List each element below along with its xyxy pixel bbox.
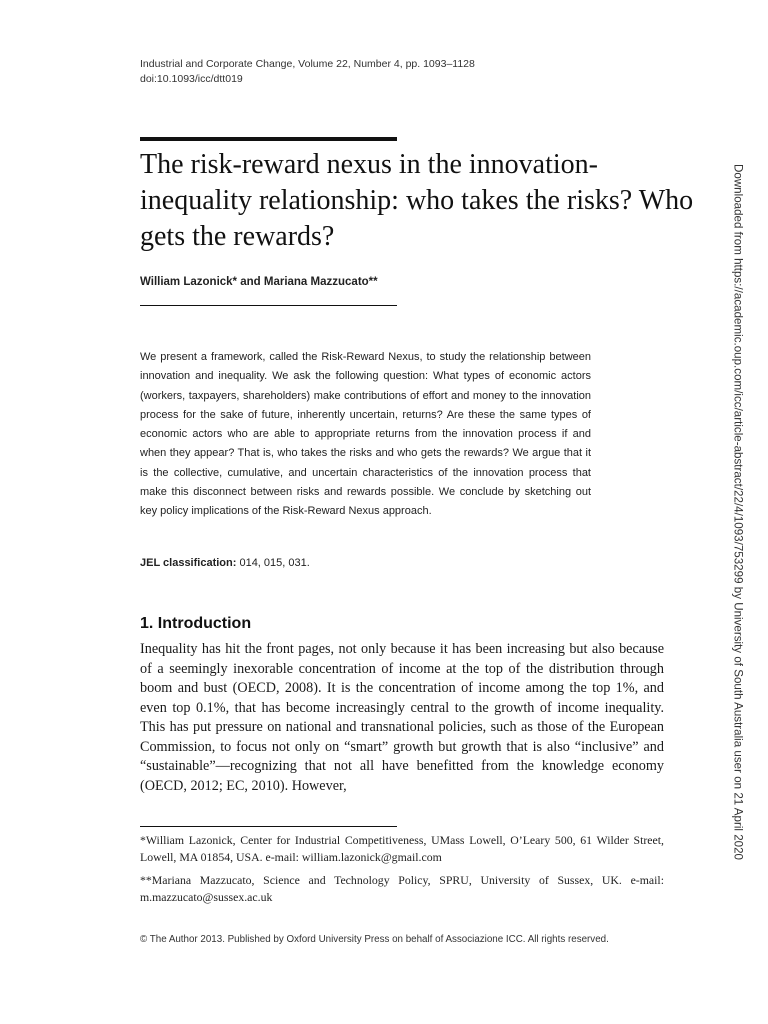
jel-codes: 014, 015, 031. bbox=[239, 557, 310, 569]
download-watermark: Downloaded from https://academic.oup.com/icc/article-abstract/22/4/1093/753299 by University of South Australia user on 21 April 2020 bbox=[731, 163, 745, 861]
jel-label: JEL classification: bbox=[140, 557, 237, 569]
introduction-body: Inequality has hit the front pages, not only because it has been increasing but also because of a seemingly inexorable concentration of income at the top of the distribution through boom and bust (OECD, 2008). It is the concentration of income among the top 1%, and even top 0.1%, that has become increasingly central to the growth of income inequality. This has put pressure on national and transnational policies, such as those of the European Commission, to focus not only on “smart” growth but growth that is also “inclusive” and “sustainable”—recognizing that not all have benefitted from the knowledge economy (OECD, 2012; EC, 2010). However, bbox=[140, 641, 664, 794]
journal-header bbox=[140, 57, 475, 87]
jel-classification bbox=[140, 557, 310, 569]
author-list: William Lazonick* and Mariana Mazzucato** bbox=[140, 276, 378, 288]
paper-title: The risk-reward nexus in the innovation-inequality relationship: who takes the risks? Who gets the rewards? bbox=[140, 149, 694, 252]
journal-citation: Industrial and Corporate Change, Volume 22, Number 4, pp. 1093–1128 bbox=[140, 58, 475, 70]
title-rule bbox=[140, 137, 397, 141]
author-rule bbox=[140, 305, 397, 306]
copyright-notice: © The Author 2013. Published by Oxford University Press on behalf of Associazione ICC. All rights reserved. bbox=[140, 934, 609, 945]
abstract: We present a framework, called the Risk-Reward Nexus, to study the relationship between innovation and inequality. We ask the following question: What types of economic actors (workers, taxpayers, shareholders) make contributions of effort and money to the innovation process for the sake of future, inherently uncertain, returns? Are these the same types of economic actors who are able to appropriate returns from the innovation process if and when they appear? That is, who takes the risks and who gets the rewards? We argue that it is the collective, cumulative, and uncertain characteristics of the innovation process that make this disconnect between risks and rewards possible. We conclude by sketching out key policy implications of the Risk-Reward Nexus approach. bbox=[140, 351, 591, 518]
footnote-rule bbox=[140, 826, 397, 827]
section-heading-introduction: 1. Introduction bbox=[140, 615, 252, 632]
doi-link[interactable]: doi:10.1093/icc/dtt019 bbox=[140, 73, 243, 85]
footnote-mazzucato: **Mariana Mazzucato, Science and Technology Policy, SPRU, University of Sussex, UK. e-mail: m.mazzucato@sussex.ac.uk bbox=[140, 873, 664, 904]
footnote-lazonick: *William Lazonick, Center for Industrial Competitiveness, UMass Lowell, O’Leary 500, 61 Wilder Street, Lowell, MA 01854, USA. e-mail: william.lazonick@gmail.com bbox=[140, 833, 664, 864]
